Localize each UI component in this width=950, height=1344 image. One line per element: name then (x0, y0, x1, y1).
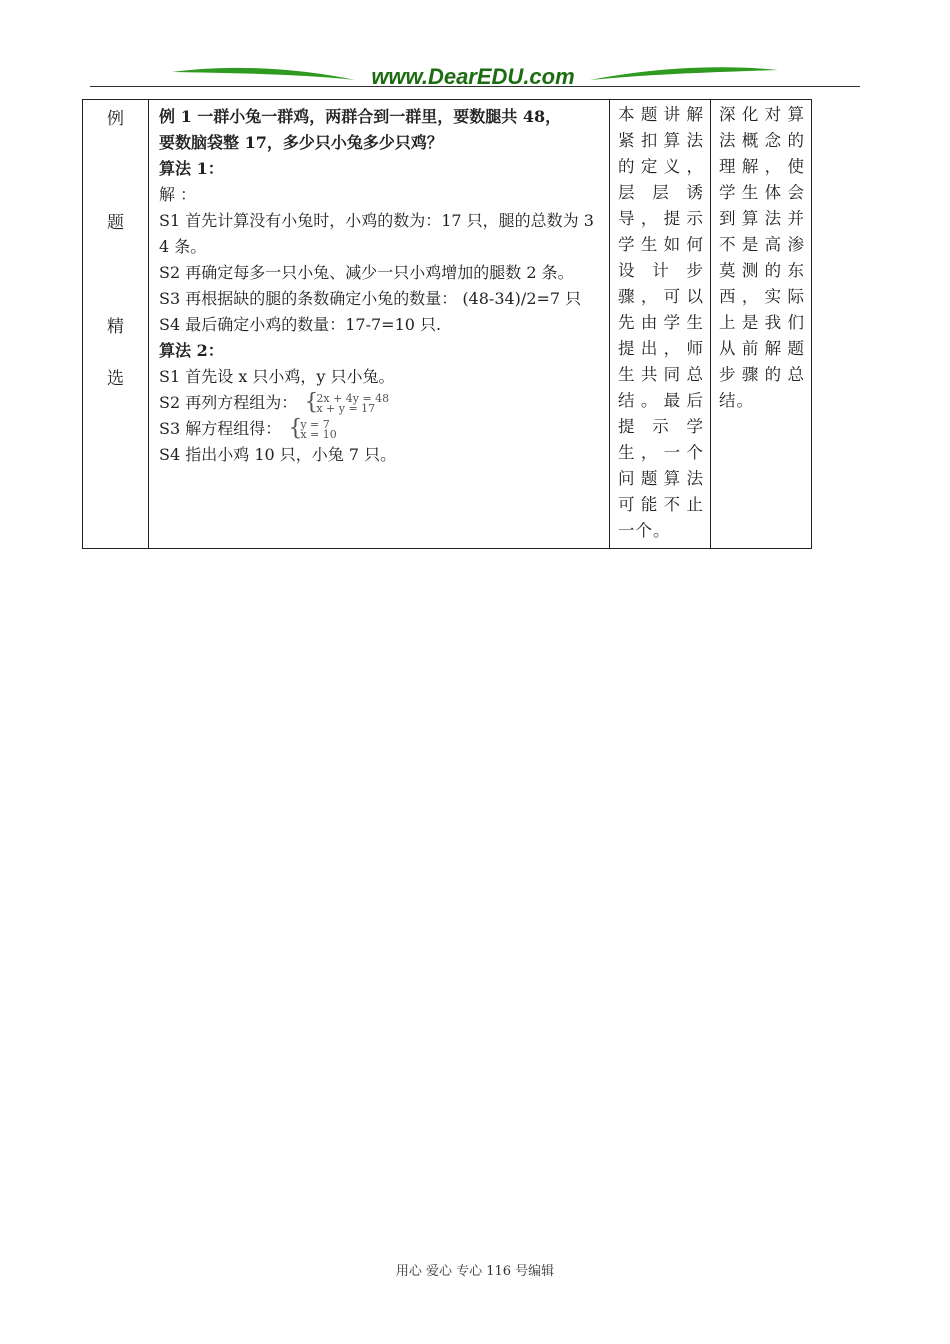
table-row (83, 100, 812, 549)
method2-step1: S1 首先设 x 只小鸡，y 只小兔。 (159, 367, 395, 386)
method2-label: 算法 2： (159, 341, 224, 360)
method2-step2 (159, 390, 601, 416)
logo-right-swoosh (590, 67, 778, 80)
section-label-char: 选 (107, 369, 124, 389)
equation-line: x = 10 (300, 427, 337, 441)
method2-step3 (159, 416, 601, 442)
logo-left-swoosh (172, 68, 355, 80)
equation-system (304, 389, 390, 415)
section-label-cell (83, 100, 149, 549)
page-footer: 用心 爱心 专心 116 号编辑 (395, 1264, 555, 1279)
section-label-char: 例 (107, 109, 124, 129)
teaching-note: 本题讲解紧扣算法的定义，层层诱导，提示学生如何设计步骤，可以先由学生提出，师生共同总结。最后提示学生，一个问题算法可能不止一个。 (618, 105, 704, 540)
logo-text: www.DearEDU.com (371, 64, 575, 89)
example-title-line1: 例 1 一群小兔一群鸡，两群合到一群里，要数腿共 48， (159, 107, 562, 126)
equation-line: 2x + 4y = 48 (316, 391, 390, 405)
method2-step2-text: S2 再列方程组为： (159, 393, 298, 412)
teaching-note-cell (610, 100, 711, 549)
method1-step2: S2 再确定每多一只小兔、减少一只小鸡增加的腿数 2 条。 (159, 263, 574, 282)
purpose-note-cell (711, 100, 812, 549)
method1-step1: S1 首先计算没有小兔时，小鸡的数为：17 只，腿的总数为 34 条。 (159, 211, 594, 256)
brace-glyph: { (288, 415, 303, 441)
method2-step4: S4 指出小鸡 10 只，小兔 7 只。 (159, 445, 397, 464)
method2-step3-text: S3 解方程组得： (159, 419, 282, 438)
brace-glyph: { (304, 389, 319, 415)
lesson-table (82, 99, 812, 549)
method1-label: 算法 1： (159, 159, 224, 178)
solution-label: 解 ： (159, 185, 197, 204)
equation-solution (288, 415, 337, 441)
header-rule (90, 86, 860, 87)
section-label-char: 精 (107, 317, 124, 337)
equation-line: x + y = 17 (316, 401, 376, 415)
method1-step4: S4 最后确定小鸡的数量：17-7=10 只. (159, 315, 442, 334)
method1-step3: S3 再根据缺的腿的条数确定小兔的数量： (48-34)/2=7 只 (159, 289, 582, 308)
example-title-line2: 要数脑袋整 17，多少只小兔多少只鸡？ (159, 133, 443, 152)
section-label-char: 题 (107, 213, 124, 233)
purpose-note: 深化对算法概念的理解，使学生体会到算法并不是高渗莫测的东西，实际上是我们从前解题步骤的总结。 (719, 105, 805, 410)
example-content-cell (149, 100, 610, 549)
equation-line: y = 7 (300, 417, 330, 431)
